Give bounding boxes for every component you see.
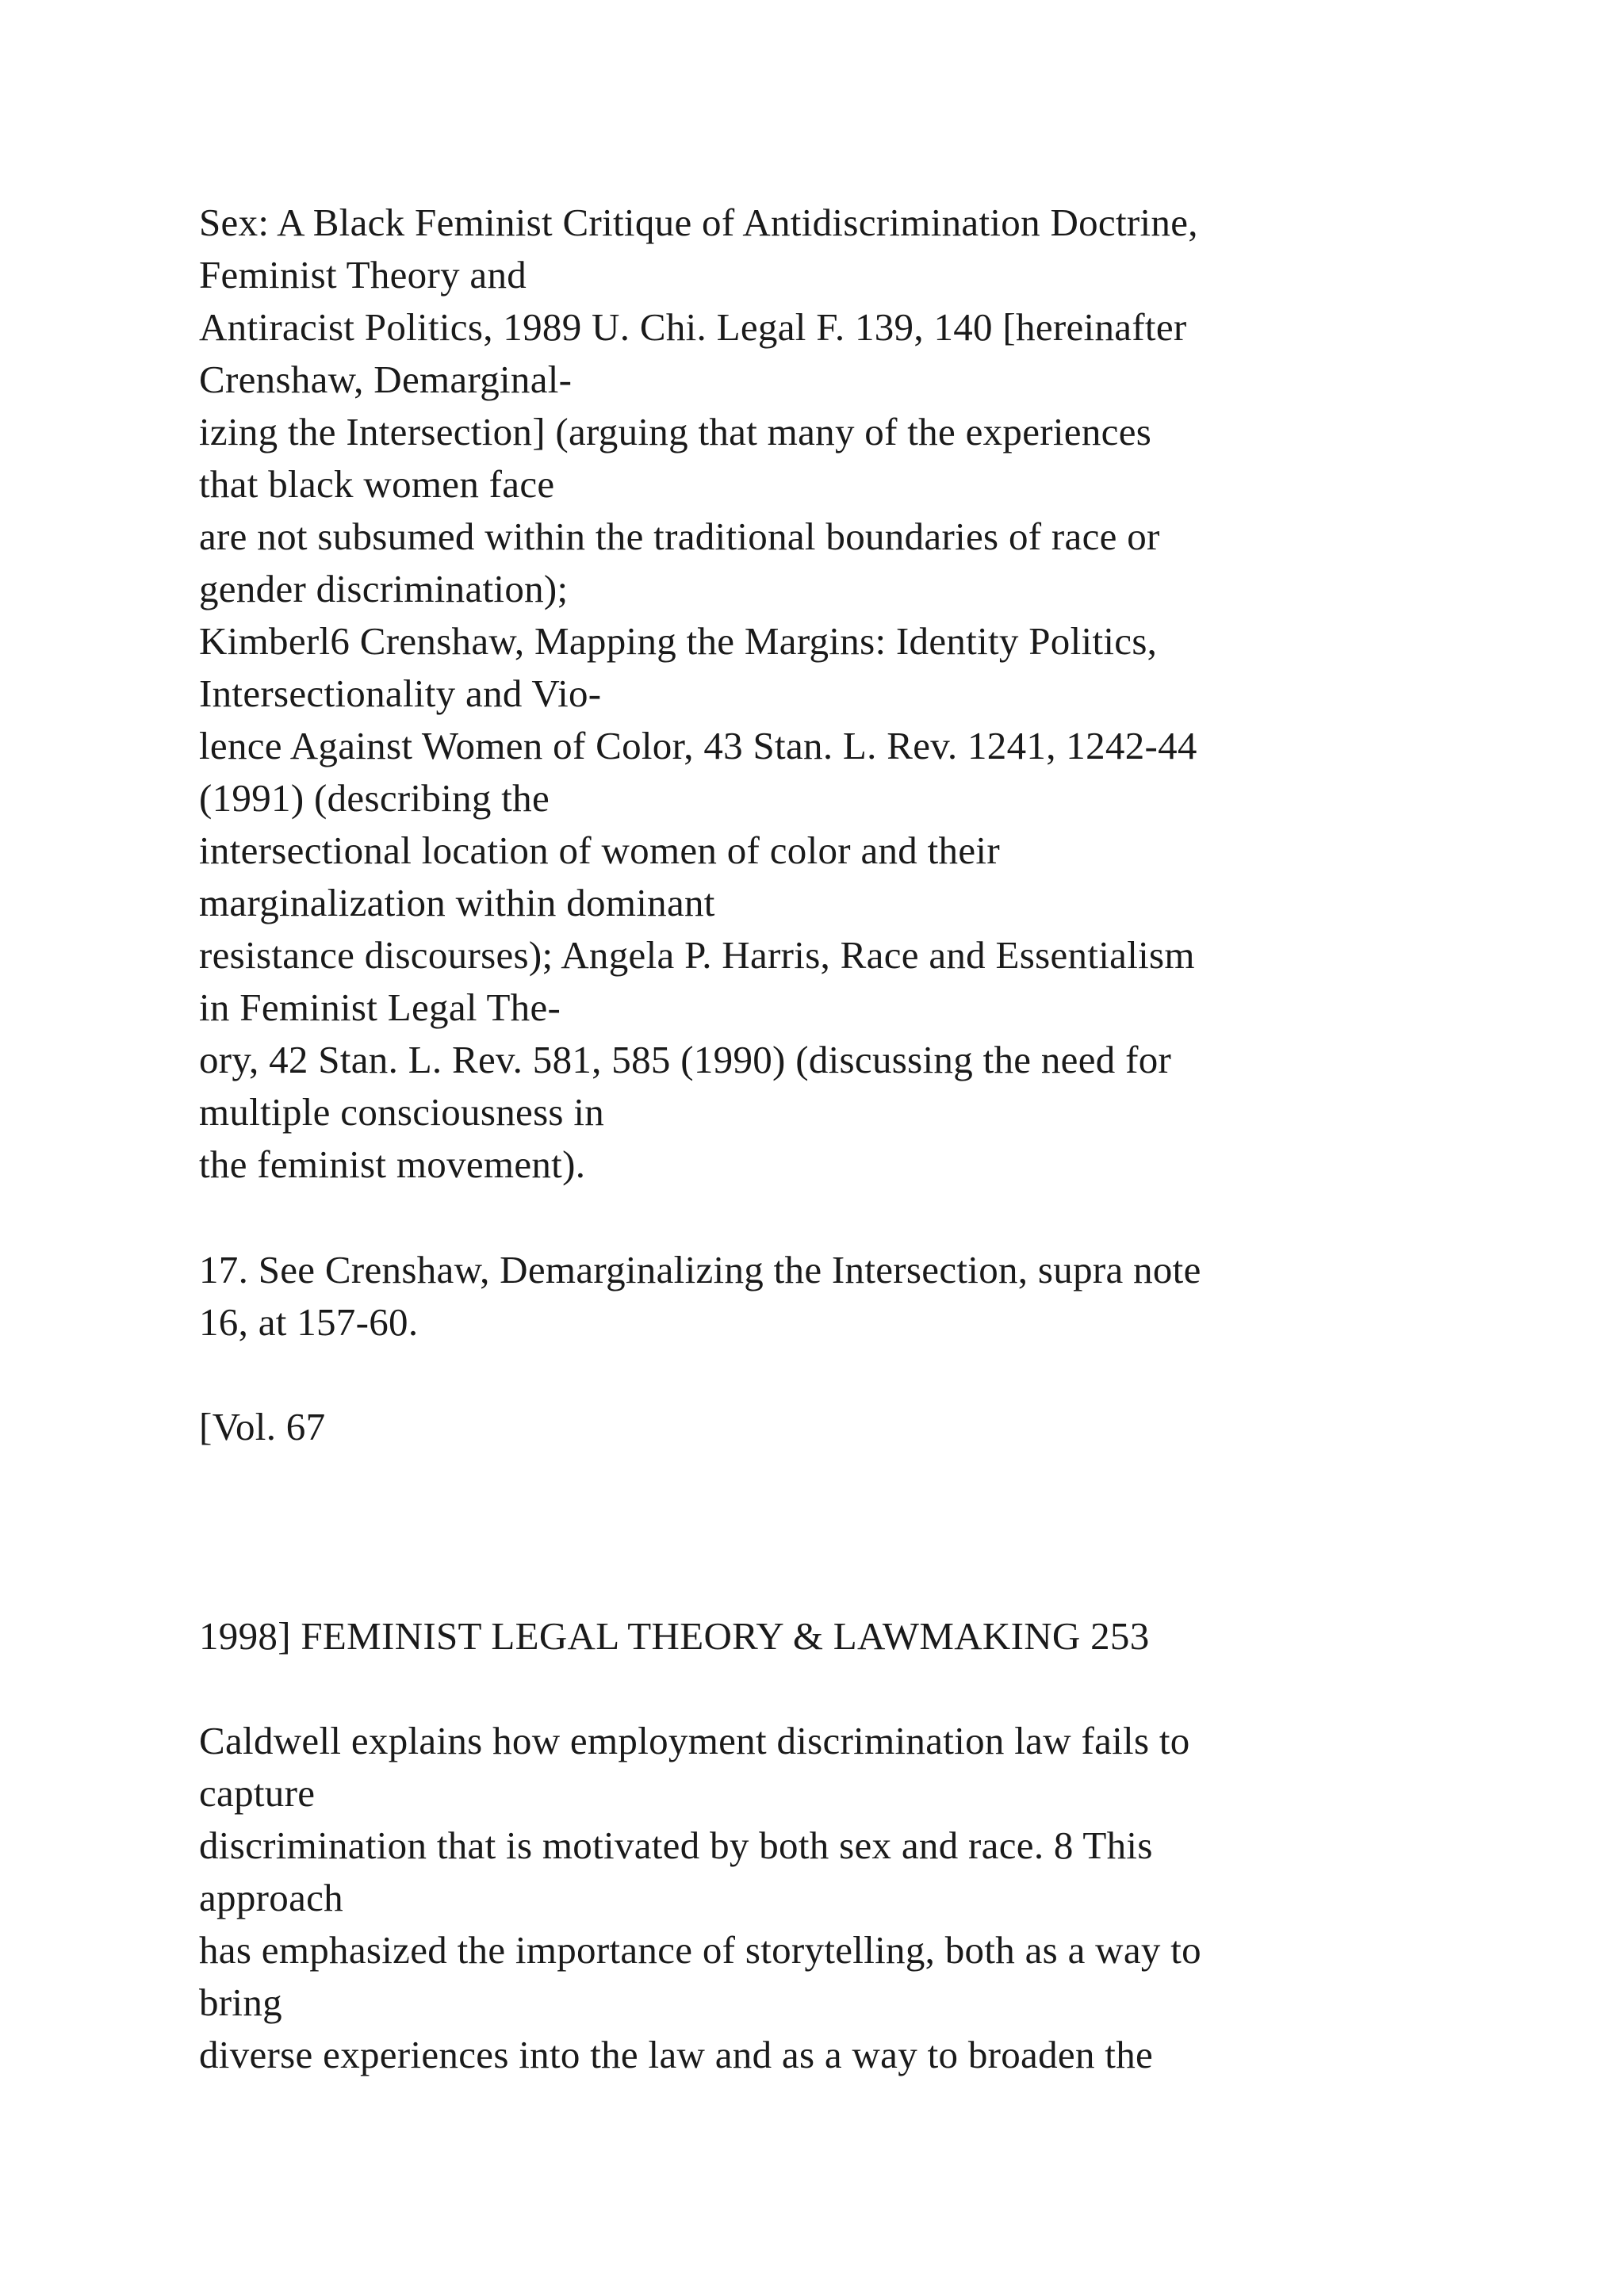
volume-marker	[199, 1401, 1468, 1453]
text-line: capture	[199, 1771, 316, 1815]
text-line: that black women face	[199, 462, 555, 506]
running-header	[199, 1610, 1468, 1663]
footnote-17	[199, 1244, 1468, 1349]
running-header-text: 1998] FEMINIST LEGAL THEORY & LAWMAKING 253	[199, 1614, 1150, 1658]
text-line: 17. See Crenshaw, Demarginalizing the Intersection, supra note	[199, 1248, 1201, 1292]
text-line: resistance discourses); Angela P. Harris, Race and Essentialism	[199, 933, 1195, 977]
footnote-16-continuation	[199, 197, 1468, 1191]
text-line: Intersectionality and Vio-	[199, 672, 602, 715]
text-line: (1991) (describing the	[199, 776, 550, 820]
text-line: multiple consciousness in	[199, 1090, 605, 1134]
text-line: the feminist movement).	[199, 1142, 586, 1186]
text-line: Caldwell explains how employment discrimination law fails to	[199, 1719, 1190, 1762]
text-line: intersectional location of women of color and their	[199, 828, 1000, 872]
text-line: has emphasized the importance of storytelling, both as a way to	[199, 1928, 1201, 1972]
text-line: Crenshaw, Demarginal-	[199, 358, 573, 401]
text-line: marginalization within dominant	[199, 881, 715, 924]
text-line: Kimberl6 Crenshaw, Mapping the Margins: Identity Politics,	[199, 619, 1158, 663]
text-line: discrimination that is motivated by both sex and race. 8 This	[199, 1823, 1153, 1867]
text-line: diverse experiences into the law and as a way to broaden the	[199, 2033, 1154, 2076]
text-line: in Feminist Legal The-	[199, 985, 561, 1029]
text-line: are not subsumed within the traditional boundaries of race or	[199, 515, 1160, 558]
text-line: gender discrimination);	[199, 567, 569, 610]
text-line: bring	[199, 1980, 282, 2024]
text-line: 16, at 157-60.	[199, 1300, 419, 1344]
text-line: Sex: A Black Feminist Critique of Antidiscrimination Doctrine,	[199, 201, 1198, 244]
text-line: Antiracist Politics, 1989 U. Chi. Legal F. 139, 140 [hereinafter	[199, 305, 1187, 349]
text-line: approach	[199, 1876, 343, 1919]
text-line: Feminist Theory and	[199, 253, 527, 297]
volume-marker-text: [Vol. 67	[199, 1405, 326, 1448]
text-line: lence Against Women of Color, 43 Stan. L. Rev. 1241, 1242-44	[199, 724, 1197, 767]
body-paragraph	[199, 1715, 1468, 2081]
text-line: ory, 42 Stan. L. Rev. 581, 585 (1990) (discussing the need for	[199, 1038, 1172, 1081]
text-line: izing the Intersection] (arguing that many of the experiences	[199, 410, 1152, 453]
